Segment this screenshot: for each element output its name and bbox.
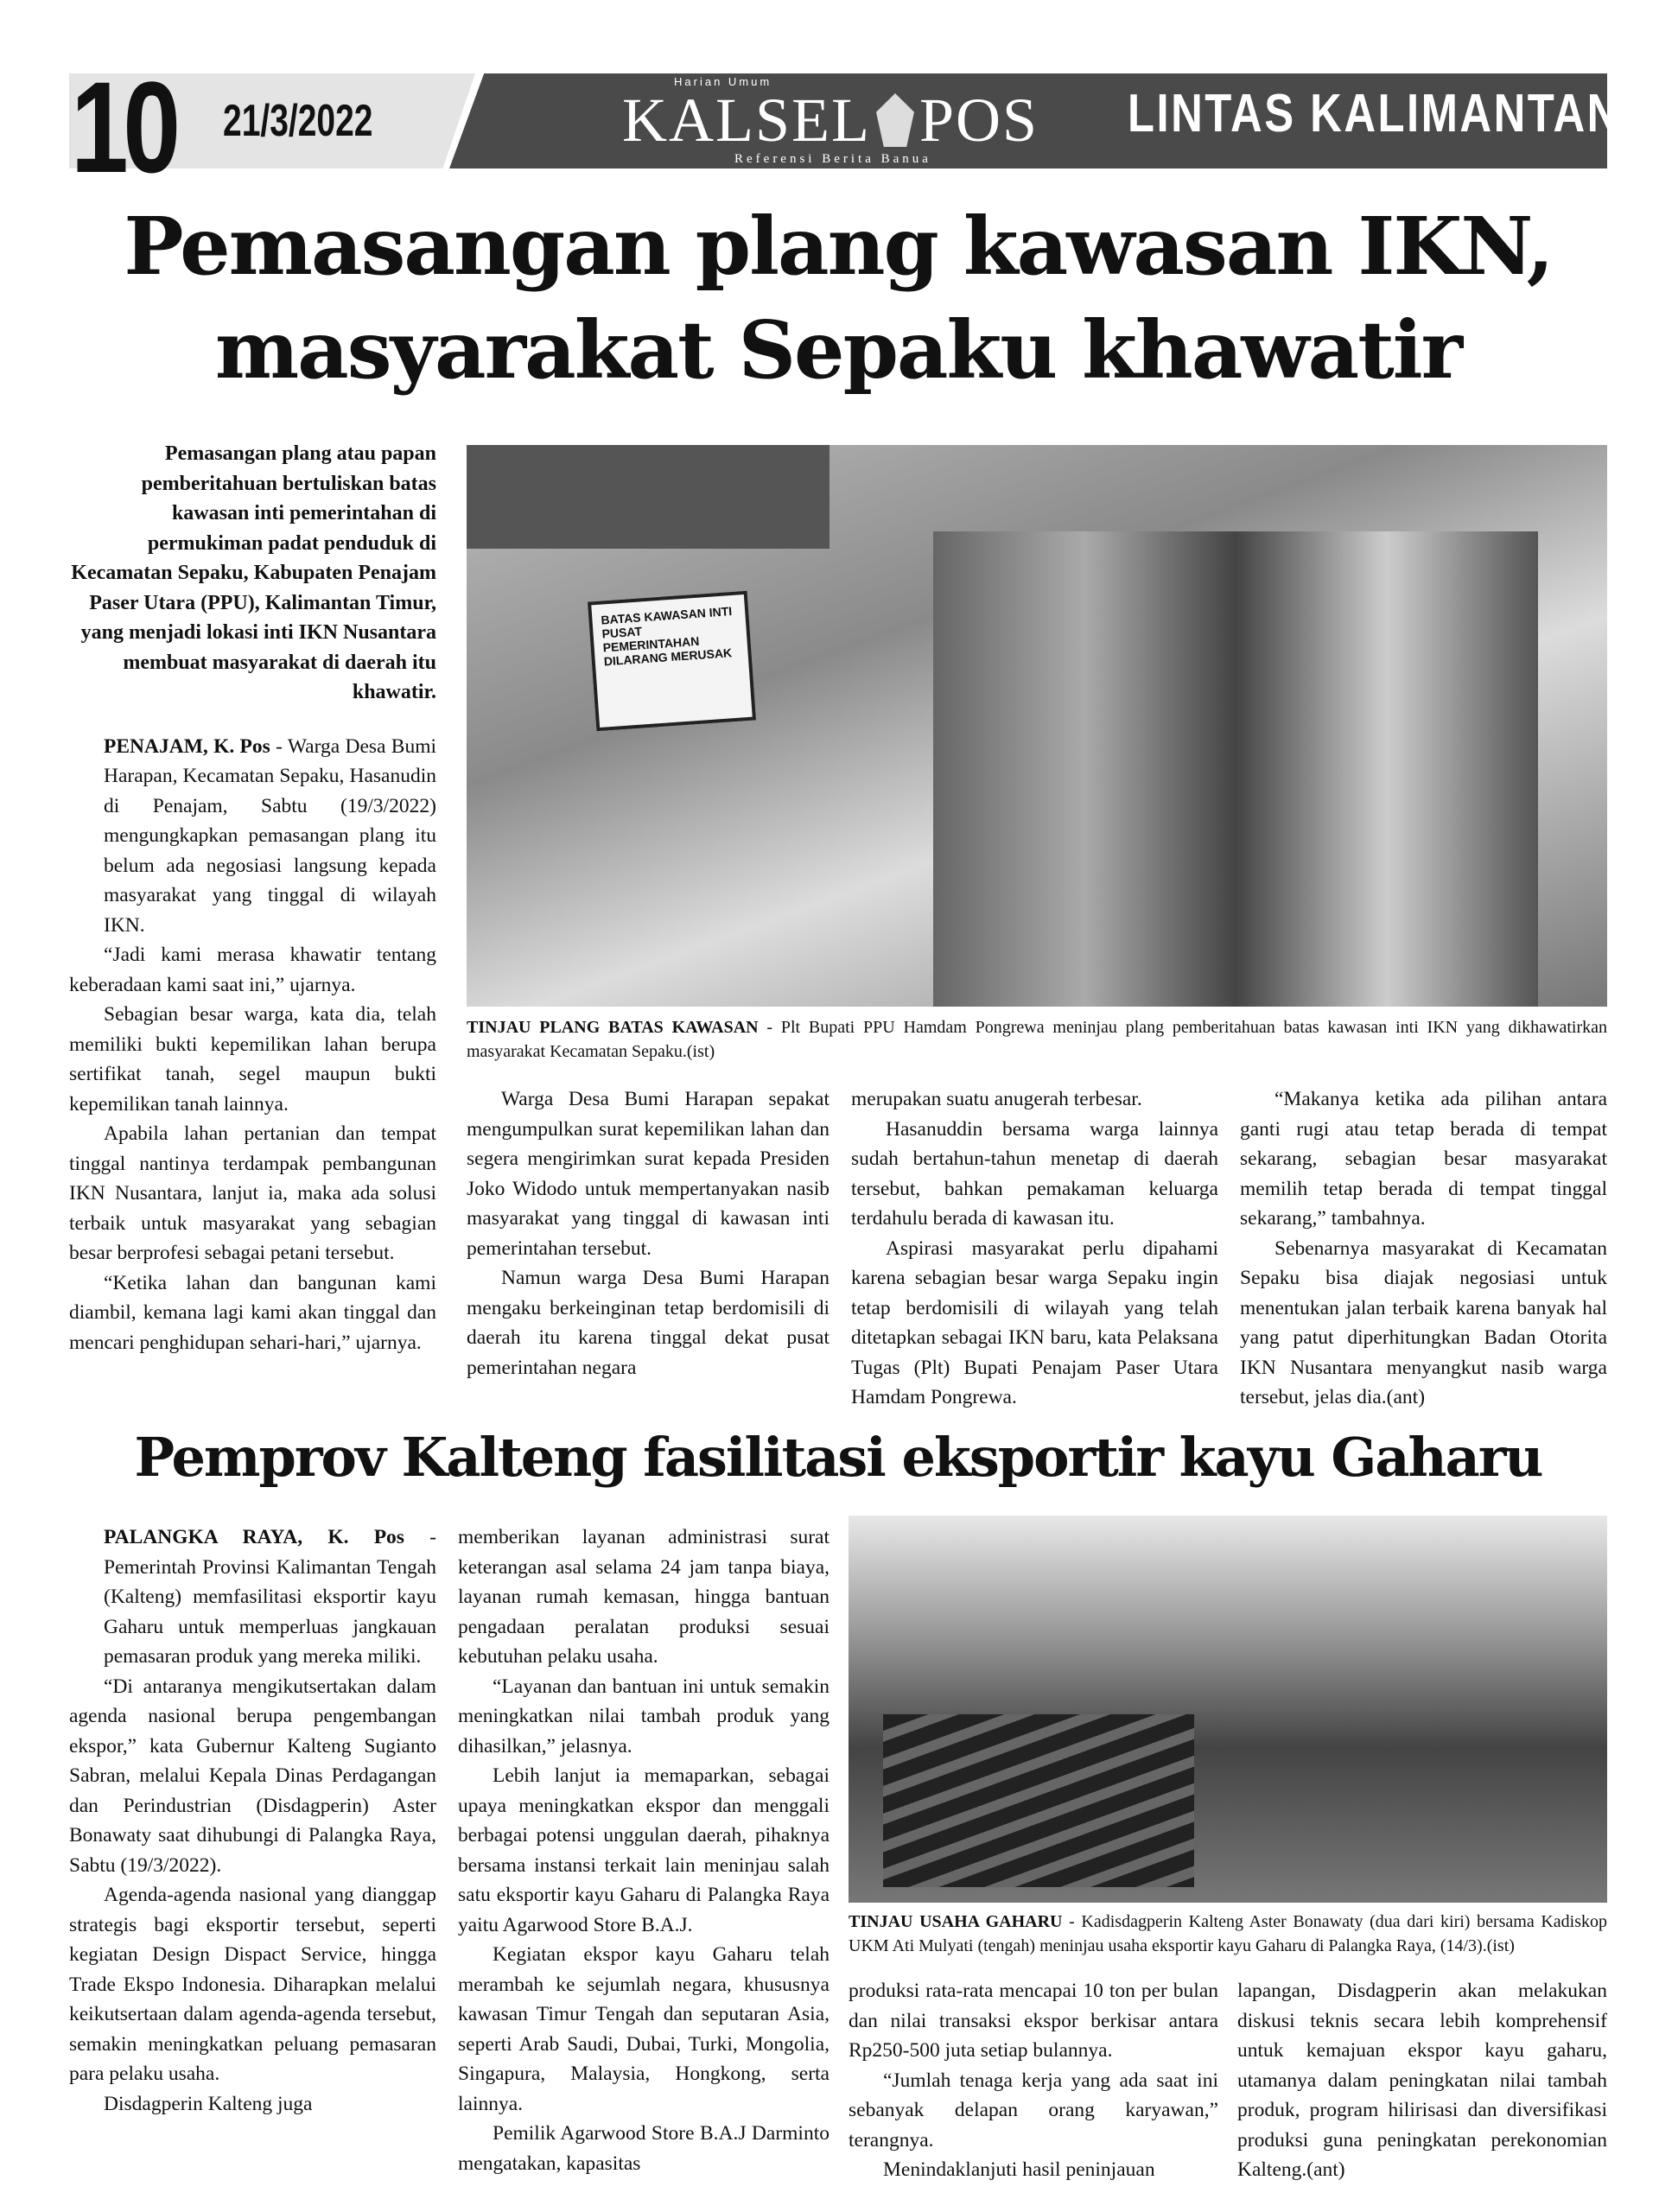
article1-col1 <box>69 732 436 1358</box>
page-number: 10 <box>71 54 175 200</box>
caption-title: TINJAU USAHA GAHARU <box>849 1912 1063 1931</box>
logo-left: KALSEL <box>622 86 871 155</box>
photo-plang <box>467 445 1607 1007</box>
paragraph: Lebih lanjut ia memaparkan, sebagai upaya meningkatkan ekspor dan menggali berbagai potensi unggulan daerah, pihaknya bersama instansi terkait lain meninjau salah satu eksportir kayu Gaharu di Palangka Raya yaitu Agarwood Store B.A.J. <box>458 1764 830 1936</box>
paragraph: memberikan layanan administrasi surat keterangan asal selama 24 jam tanpa biaya, layanan rumah kemasan, hingga bantuan pengadaan peralatan produksi sesuai kebutuhan pelaku usaha. <box>458 1526 830 1668</box>
article1-col2 <box>467 1084 830 1382</box>
dateline: PALANGKA RAYA, K. Pos <box>104 1526 404 1548</box>
paragraph: lapangan, Disdagperin akan melakukan diskusi teknis secara lebih komprehensif untuk kemajuan ekspor kayu gaharu, utamanya dalam peningkatan nilai tambah produk, program hilirisasi dan diversifikasi produksi guna peningkatan perekonomian Kalteng.(ant) <box>1237 1980 1607 2181</box>
paragraph: “Layanan dan bantuan ini untuk semakin meningkatkan nilai tambah produk yang dihasilkan,” jelasnya. <box>458 1675 830 1758</box>
house-roof <box>467 445 830 549</box>
house-icon <box>876 93 914 147</box>
paragraph: - Warga Desa Bumi Harapan, Kecamatan Sepaku, Hasanudin di Penajam, Sabtu (19/3/2022) mengungkapkan pemasangan plang itu belum ada negosiasi langsung kepada masyarakat yang tinggal di wilayah IKN. <box>104 734 436 937</box>
paragraph: merupakan suatu anugerah terbesar. <box>851 1088 1142 1110</box>
paragraph: Hasanuddin bersama warga lainnya sudah bertahun-tahun menetap di daerah tersebut, bahkan pemakaman keluarga terdahulu berada di kawasan itu. <box>851 1117 1218 1230</box>
caption-text: - Plt Bupati PPU Hamdam Pongrewa meninjau plang pemberitahuan batas kawasan inti IKN yang dikhawatirkan masyarakat Kecamatan Sepaku.(ist) <box>467 1018 1607 1061</box>
headline-line2: masyarakat Sepaku khawatir <box>214 303 1462 397</box>
photo-gaharu <box>849 1516 1607 1903</box>
article2-col4 <box>1237 1976 1607 2185</box>
headline-article1 <box>69 194 1607 402</box>
caption-photo1 <box>467 1015 1607 1064</box>
paragraph: “Jadi kami merasa khawatir tentang keberadaan kami saat ini,” ujarnya. <box>69 944 436 996</box>
article2-col1 <box>69 1522 436 2119</box>
paragraph: “Makanya ketika ada pilihan antara ganti rugi atau tetap berada di tempat sekarang, sebagian besar masyarakat memilih tetap berada di tempat tinggal sekarang,” tambahnya. <box>1240 1088 1607 1230</box>
logo-tagline: Referensi Berita Banua <box>734 152 931 166</box>
paragraph: Disdagperin Kalteng juga <box>104 2092 313 2115</box>
article2 <box>0 1423 1659 2185</box>
officials-group <box>933 531 1538 1007</box>
headline-article2: Pemprov Kalteng fasilitasi eksportir kayu Gaharu <box>134 1426 1542 1489</box>
caption-title: TINJAU PLANG BATAS KAWASAN <box>467 1018 759 1037</box>
article1-col3 <box>851 1084 1218 1413</box>
wood-pile <box>883 1714 1194 1887</box>
paragraph: Sebenarnya masyarakat di Kecamatan Sepaku bisa diajak negosiasi untuk menentukan jalan terbaik karena banyak hal yang patut diperhitungkan Badan Otorita IKN Nusantara menyangkut nasib warga tersebut, jelas dia.(ant) <box>1240 1236 1607 1408</box>
caption-text: - Kadisdagperin Kalteng Aster Bonawaty (dua dari kiri) bersama Kadiskop UKM Ati Mulyati (tengah) meninjau usaha eksportir kayu Gaharu di Palangka Raya, (14/3).(ist) <box>849 1912 1607 1955</box>
dateline: PENAJAM, K. Pos <box>104 734 270 758</box>
paragraph: - Pemerintah Provinsi Kalimantan Tengah (Kalteng) memfasilitasi eksportir kayu Gaharu untuk memperluas jangkauan pemasaran produk yang mereka miliki. <box>104 1526 437 1668</box>
article2-col3 <box>849 1976 1218 2185</box>
caption-photo2 <box>849 1910 1607 1958</box>
paragraph: “Ketika lahan dan bangunan kami diambil, kemana lagi kami akan tinggal dan mencari penghidupan sehari-hari,” ujarnya. <box>69 1271 436 1354</box>
sign-board: BATAS KAWASAN INTI PUSAT PEMERINTAHAN DILARANG MERUSAK <box>588 591 756 732</box>
paragraph: Aspirasi masyarakat perlu dipahami karena sebagian besar warga Sepaku ingin tetap berdomisili di wilayah yang telah ditetapkan sebagai IKN baru, kata Pelaksana Tugas (Plt) Bupati Penajam Paser Utara Hamdam Pongrewa. <box>851 1236 1218 1408</box>
paragraph: “Di antaranya mengikutsertakan dalam agenda nasional berupa pengembangan ekspor,” kata Gubernur Kalteng Sugianto Sabran, melalui Kepala Dinas Perdagangan dan Perindustrian (Disdagperin) Aster Bonawaty saat dihubungi di Palangka Raya, Sabtu (19/3/2022). <box>69 1675 436 1877</box>
paragraph: Sebagian besar warga, kata dia, telah memiliki bukti kepemilikan lahan berupa sertifikat tanah, segel maupun bukti kepemilikan tanah lainnya. <box>69 1003 436 1116</box>
paragraph: Kegiatan ekspor kayu Gaharu telah merambah ke sejumlah negara, khususnya kawasan Timur Tengah dan seputaran Asia, seperti Arab Saudi, Dubai, Turki, Mongolia, Singapura, Malaysia, Hongkong, serta lainnya. <box>458 1943 830 2115</box>
logo-small-text: Harian Umum <box>674 75 772 88</box>
lede: Pemasangan plang atau papan pemberitahuan bertuliskan batas kawasan inti pemerintahan di permukiman padat penduduk di Kecamatan Sepaku, Kabupaten Penajam Paser Utara (PPU), Kalimantan Timur, yang menjadi lokasi inti IKN Nusantara membuat masyarakat di daerah itu khawatir. <box>71 442 436 703</box>
paragraph: “Jumlah tenaga kerja yang ada saat ini sebanyak delapan orang karyawan,” terangnya. <box>849 2069 1218 2152</box>
paragraph: Menindaklanjuti hasil peninjauan <box>883 2158 1155 2181</box>
headline-line1: Pemasangan plang kawasan IKN, <box>124 200 1553 293</box>
paragraph: Namun warga Desa Bumi Harapan mengaku berkeinginan tetap berdomisili di daerah itu karena tinggal dekat pusat pemerintahan negara <box>467 1267 830 1379</box>
article1-left-column <box>69 439 436 1357</box>
paragraph: Warga Desa Bumi Harapan sepakat mengumpulkan surat kepemilikan lahan dan segera mengirimkan surat kepada Presiden Joko Widodo untuk mempertanyakan nasib masyarakat yang tinggal di kawasan inti pemerintahan tersebut. <box>467 1088 830 1260</box>
logo-right: POS <box>918 86 1039 155</box>
masthead-logo <box>622 75 1039 167</box>
paragraph: Pemilik Agarwood Store B.A.J Darminto mengatakan, kapasitas <box>458 2122 830 2175</box>
article2-col2 <box>458 1522 830 2178</box>
section-title: LINTAS KALIMANTAN <box>1128 84 1621 143</box>
article1-col4 <box>1240 1084 1607 1413</box>
paragraph: Agenda-agenda nasional yang dianggap strategis bagi eksportir tersebut, seperti kegiatan Design Dispact Service, hingga Trade Ekspo Indonesia. Diharapkan melalui keikutsertaan dalam agenda-agenda tersebut, semakin meningkatkan peluang pemasaran para pelaku usaha. <box>69 1884 436 2085</box>
paragraph: produksi rata-rata mencapai 10 ton per bulan dan nilai transaksi ekspor berkisar antara Rp250-500 juta setiap bulannya. <box>849 1980 1218 2062</box>
issue-date: 21/3/2022 <box>223 96 373 146</box>
paragraph: Apabila lahan pertanian dan tempat tinggal nantinya terdampak pembangunan IKN Nusantara, lanjut ia, maka ada solusi terbaik untuk masyarakat yang sebagian besar berprofesi sebagai petani tersebut. <box>69 1122 436 1264</box>
